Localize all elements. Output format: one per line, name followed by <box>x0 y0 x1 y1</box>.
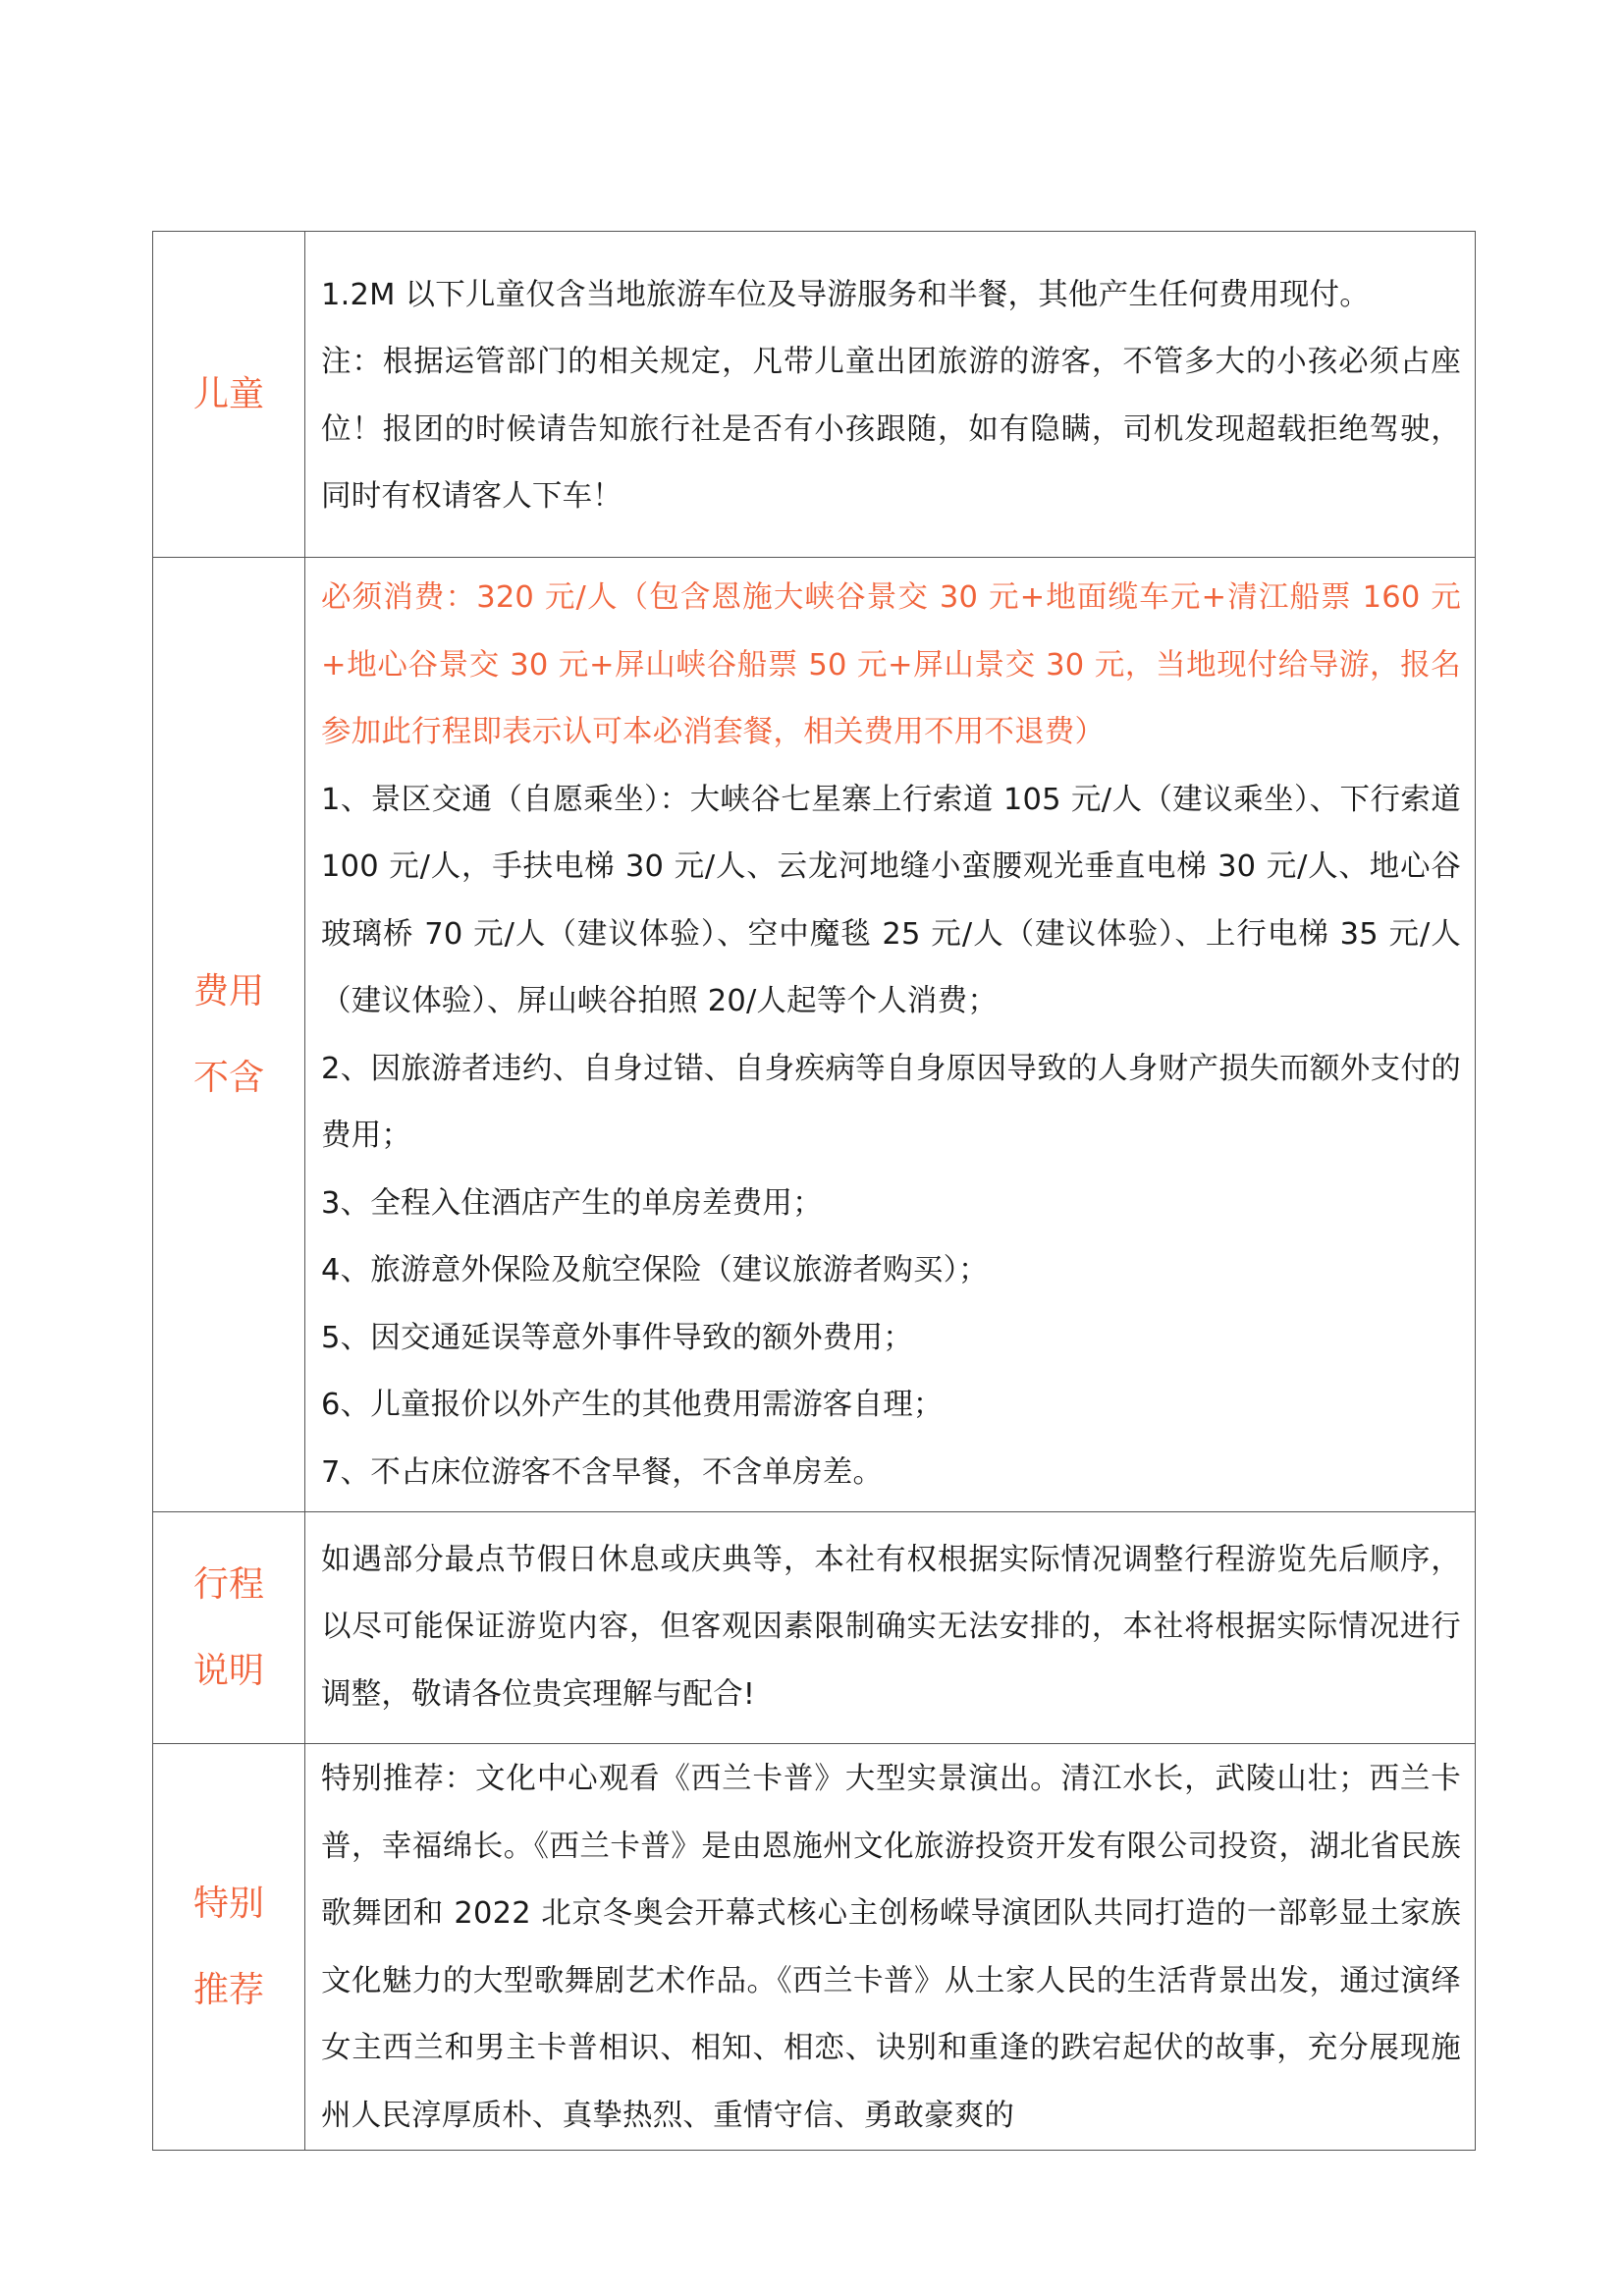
row-content-cell <box>305 1512 1476 1744</box>
table-body <box>153 232 1476 2151</box>
row-children <box>153 232 1476 558</box>
paragraph: 6、儿童报价以外产生的其他费用需游客自理； <box>321 1388 944 1422</box>
row-special-recommendation <box>153 1744 1476 2151</box>
paragraph: 5、因交通延误等意外事件导致的额外费用； <box>321 1320 913 1355</box>
row-label-cell <box>153 558 305 1512</box>
paragraph: 3、全程入住酒店产生的单房差费用； <box>321 1185 823 1221</box>
row-content-cell <box>305 558 1476 1512</box>
row-label-line: 说明 <box>192 1650 264 1691</box>
row-label-line: 费用 <box>192 970 264 1011</box>
itinerary-info-table <box>152 231 1476 2151</box>
paragraph: 2、因旅游者违约、自身过错、自身疾病等自身原因导致的人身财产损失而额外支付的费用； <box>321 1051 1461 1153</box>
mandatory-fee-paragraph: 必须消费：320 元/人（包含恩施大峡谷景交 30 元+地面缆车元+清江船票 160 元+地心谷景交 30 元+屏山峡谷船票 50 元+屏山景交 30 元，当地现付给导游，报名参加此行程即表示认可本必消套餐，相关费用不用不退费） <box>321 580 1461 749</box>
paragraph: 特别推荐：文化中心观看《西兰卡普》大型实景演出。清江水长，武陵山壮；西兰卡普，幸福绵长。《西兰卡普》是由恩施州文化旅游投资开发有限公司投资，湖北省民族歌舞团和 2022 北京冬奥会开幕式核心主创杨嵘导演团队共同打造的一部彰显土家族文化魅力的大型歌舞剧艺术作品。《西兰卡普》从土家人民的生活背景出发，通过演绎女主西兰和男主卡普相识、相知、相恋、诀别和重逢的跌宕起伏的故事，充分展现施州人民淳厚质朴、真挚热烈、重情守信、勇敢豪爽的 <box>321 1762 1461 2133</box>
row-label-line: 推荐 <box>192 1969 264 2010</box>
row-label-cell <box>153 232 305 558</box>
paragraph: 如遇部分最点节假日休息或庆典等，本社有权根据实际情况调整行程游览先后顺序，以尽可能保证游览内容，但客观因素限制确实无法安排的，本社将根据实际情况进行调整，敬请各位贵宾理解与配合! <box>321 1542 1461 1712</box>
paragraph: 注：根据运管部门的相关规定，凡带儿童出团旅游的游客，不管多大的小孩必须占座位！报团的时候请告知旅行社是否有小孩跟随，如有隐瞒，司机发现超载拒绝驾驶，同时有权请客人下车！ <box>321 345 1461 514</box>
paragraph: 7、不占床位游客不含早餐，不含单房差。 <box>321 1454 884 1490</box>
row-content-cell <box>305 1744 1476 2151</box>
paragraph: 4、旅游意外保险及航空保险（建议旅游者购买）； <box>321 1253 989 1287</box>
paragraph: 1.2M 以下儿童仅含当地旅游车位及导游服务和半餐，其他产生任何费用现付。 <box>321 277 1370 312</box>
row-content-cell <box>305 232 1476 558</box>
row-itinerary-note <box>153 1512 1476 1744</box>
row-label-cell <box>153 1512 305 1744</box>
row-label-cell <box>153 1744 305 2151</box>
row-fees-excluded <box>153 558 1476 1512</box>
row-label-line: 行程 <box>192 1563 264 1605</box>
paragraph: 1、景区交通（自愿乘坐）：大峡谷七星寨上行索道 105 元/人（建议乘坐）、下行索道 100 元/人，手扶电梯 30 元/人、云龙河地缝小蛮腰观光垂直电梯 30 元/人、地心谷玻璃桥 70 元/人（建议体验）、空中魔毯 25 元/人（建议体验）、上行电梯 35 元/人（建议体验）、屏山峡谷拍照 20/人起等个人消费； <box>321 782 1461 1018</box>
row-label-line: 不含 <box>192 1057 264 1098</box>
row-label-line: 儿童 <box>192 373 264 414</box>
row-label-line: 特别 <box>192 1883 264 1924</box>
